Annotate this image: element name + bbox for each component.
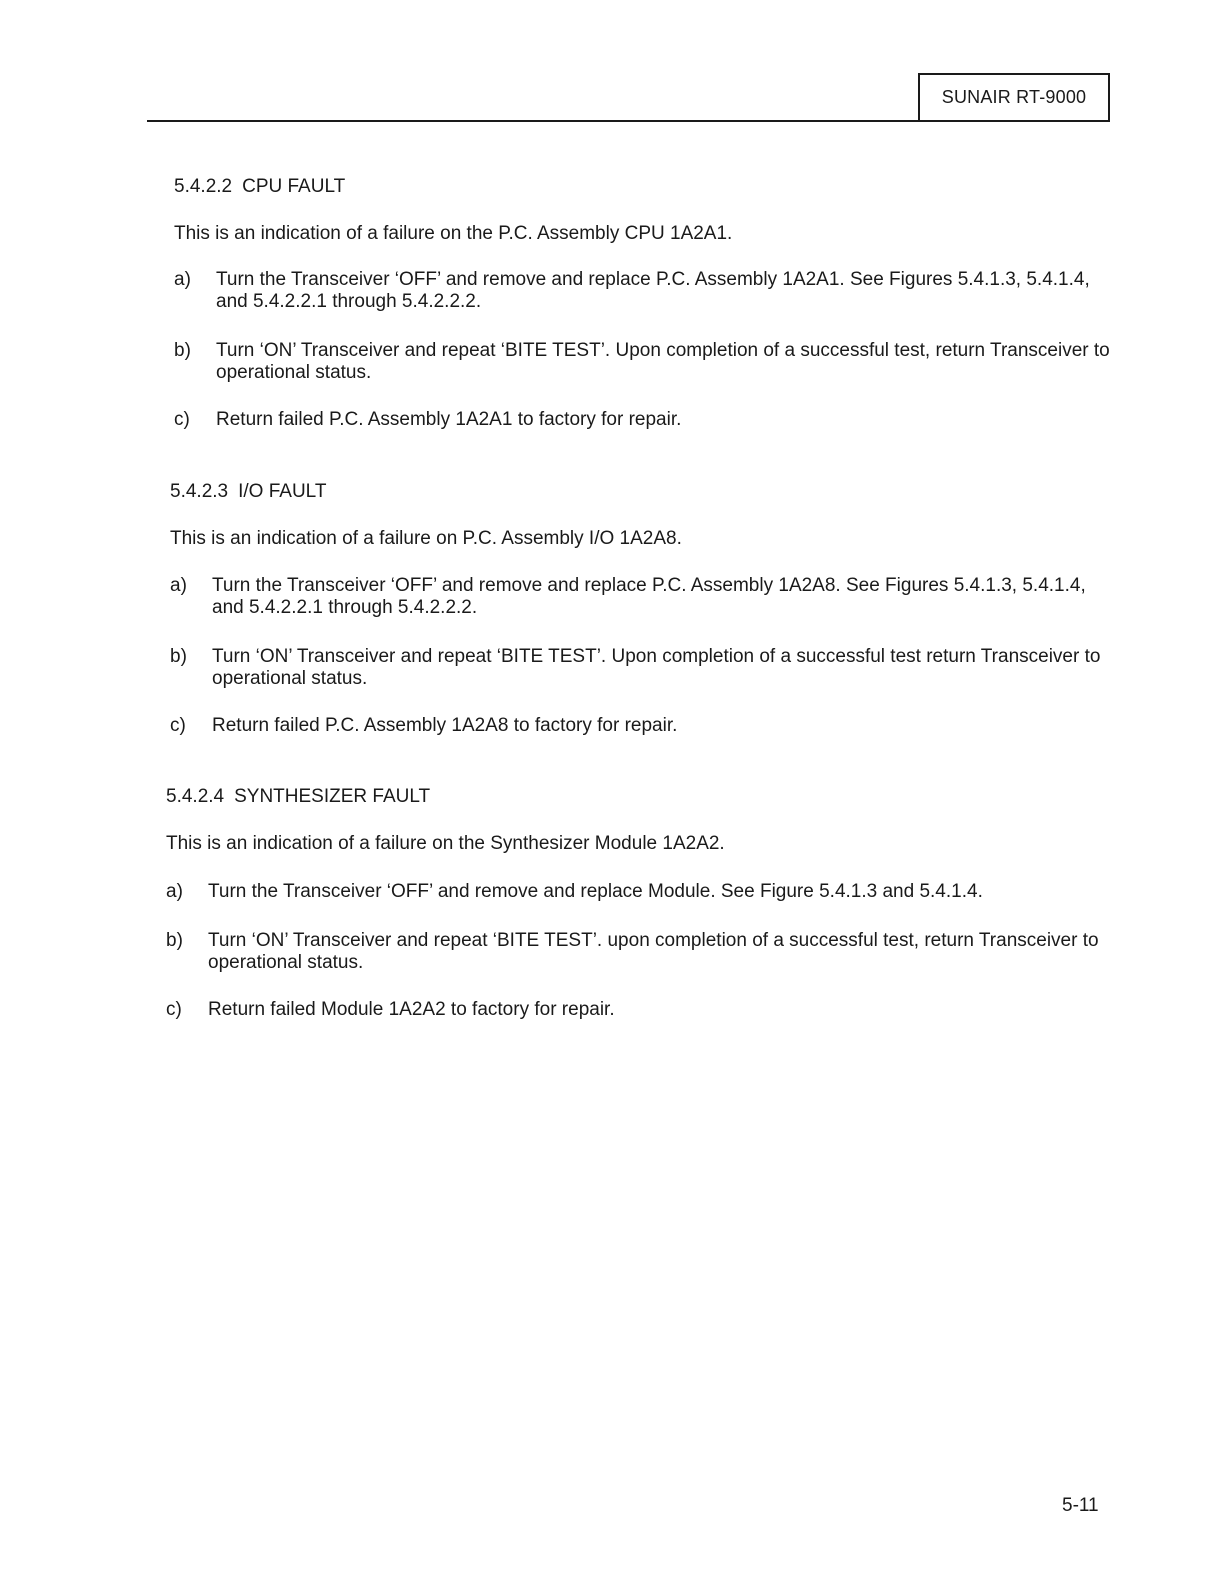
section-io-fault bbox=[170, 480, 1130, 504]
section-cpu-fault bbox=[174, 175, 1134, 199]
section-number: 5.4.2.2 bbox=[174, 176, 233, 197]
list-item-text: Return failed P.C. Assembly 1A2A1 to factory for repair. bbox=[216, 409, 682, 430]
list-item-text: Turn the Transceiver ‘OFF’ and remove and replace Module. See Figure 5.4.1.3 and 5.4.1.4. bbox=[208, 881, 983, 902]
list-item-label: c) bbox=[170, 715, 186, 736]
section-heading bbox=[166, 785, 1126, 809]
section-title: SYNTHESIZER FAULT bbox=[234, 786, 431, 807]
list-item-label: a) bbox=[170, 575, 187, 596]
list-item-text: Turn ‘ON’ Transceiver and repeat ‘BITE TEST’. Upon completion of a successful test, return Transceiver to operational status. bbox=[216, 340, 1110, 383]
section-intro: This is an indication of a failure on P.C. Assembly I/O 1A2A8. bbox=[170, 528, 682, 549]
list-item-text: Turn the Transceiver ‘OFF’ and remove and replace P.C. Assembly 1A2A1. See Figures 5.4.1.3, 5.4.1.4, and 5.4.2.2.1 through 5.4.2.2.2. bbox=[216, 269, 1090, 312]
list-item-label: b) bbox=[170, 646, 187, 667]
list-item-label: a) bbox=[166, 881, 183, 902]
list-item-text: Return failed P.C. Assembly 1A2A8 to factory for repair. bbox=[212, 715, 678, 736]
list-item-label: b) bbox=[174, 340, 191, 361]
section-number: 5.4.2.4 bbox=[166, 786, 225, 807]
document-model-label: SUNAIR RT-9000 bbox=[918, 73, 1110, 122]
list-item-label: c) bbox=[166, 999, 182, 1020]
section-title: CPU FAULT bbox=[242, 176, 346, 197]
section-heading bbox=[174, 175, 1134, 199]
list-item-label: c) bbox=[174, 409, 190, 430]
header-rule bbox=[147, 120, 919, 122]
list-item-label: b) bbox=[166, 930, 183, 951]
section-synthesizer-fault bbox=[166, 785, 1126, 809]
section-title: I/O FAULT bbox=[238, 481, 327, 502]
page-number: 5-11 bbox=[1062, 1495, 1099, 1516]
section-heading bbox=[170, 480, 1130, 504]
section-intro: This is an indication of a failure on the Synthesizer Module 1A2A2. bbox=[166, 833, 725, 854]
list-item-text: Turn ‘ON’ Transceiver and repeat ‘BITE TEST’. upon completion of a successful test, return Transceiver to operational status. bbox=[208, 930, 1099, 973]
list-item-text: Turn ‘ON’ Transceiver and repeat ‘BITE TEST’. Upon completion of a successful test return Transceiver to operational status. bbox=[212, 646, 1101, 689]
list-item-text: Return failed Module 1A2A2 to factory for repair. bbox=[208, 999, 615, 1020]
section-number: 5.4.2.3 bbox=[170, 481, 229, 502]
list-item-label: a) bbox=[174, 269, 191, 290]
list-item-text: Turn the Transceiver ‘OFF’ and remove and replace P.C. Assembly 1A2A8. See Figures 5.4.1.3, 5.4.1.4, and 5.4.2.2.1 through 5.4.2.2.2. bbox=[212, 575, 1086, 618]
section-intro: This is an indication of a failure on the P.C. Assembly CPU 1A2A1. bbox=[174, 223, 733, 244]
